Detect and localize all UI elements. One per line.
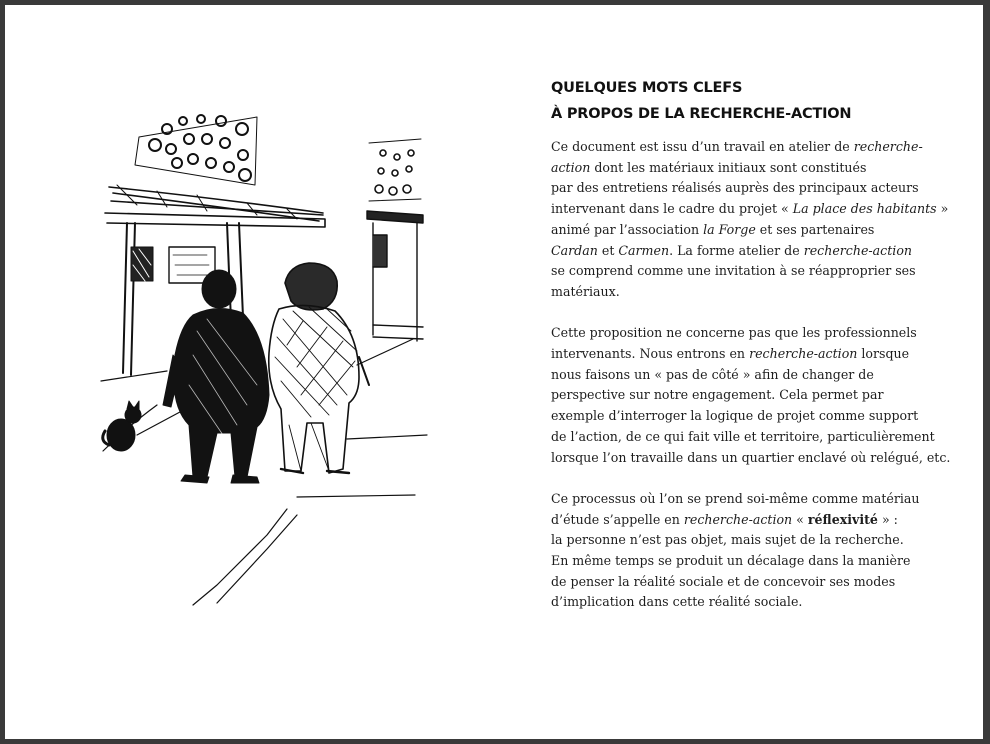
shelter-roof (105, 185, 325, 227)
text-line (551, 427, 941, 448)
text-line (551, 282, 941, 303)
text-line (551, 365, 941, 386)
text-run: d’étude s’appelle en (551, 511, 684, 527)
title-line-1: QUELQUES MOTS CLEFS (551, 80, 743, 96)
text-run: La place des habitants (792, 201, 937, 217)
text-line (551, 323, 941, 344)
paragraph-3 (551, 489, 941, 613)
text-run: Ce document est issu d’un travail en atelier de (551, 139, 854, 154)
text-line (551, 178, 941, 199)
text-run: recherche-action (749, 346, 858, 362)
text-run: perspective sur notre engagement. Cela permet par (551, 387, 884, 403)
text-run: dont les matériaux initiaux sont constitués (590, 159, 867, 175)
body-text (551, 137, 951, 634)
document-page (5, 5, 983, 739)
text-run: réflexivité (807, 511, 878, 527)
text-run: d’implication dans cette réalité sociale. (551, 594, 803, 610)
text-line (551, 344, 941, 365)
text-run: de penser la réalité sociale et de concevoir ses modes (551, 573, 896, 589)
text-run: » : (877, 511, 898, 527)
text-line (551, 137, 941, 158)
text-line (551, 592, 941, 613)
text-run: Cardan (551, 242, 598, 258)
person-left-silhouette (163, 270, 269, 483)
text-run: lorsque (857, 346, 910, 362)
paragraph-2 (551, 323, 951, 468)
text-run: En même temps se produit un décalage dans la manière (551, 553, 911, 569)
text-run: intervenants. Nous entrons en (551, 346, 750, 362)
text-line (551, 199, 949, 220)
street-sketch-illustration (97, 105, 437, 615)
text-run: recherche-action (683, 511, 793, 527)
text-run: matériaux. (551, 283, 620, 299)
text-run: Carmen (618, 242, 670, 258)
text-line (551, 385, 941, 406)
text-line (551, 158, 941, 179)
text-line (551, 530, 941, 551)
text-line (551, 261, 941, 282)
text-run: la Forge (703, 221, 756, 237)
page-title (551, 75, 951, 127)
text-run: et ses partenaires (755, 221, 875, 237)
text-run: par des entretiens réalisés auprès des principaux acteurs (551, 180, 919, 196)
text-line (551, 220, 941, 241)
text-line (551, 551, 941, 572)
text-run: « (792, 511, 808, 527)
paragraph-1 (551, 137, 949, 303)
person-right-sketch (269, 263, 369, 473)
text-run: se comprend comme une invitation à se réapproprier ses (551, 263, 916, 279)
title-line-2: À PROPOS DE LA RECHERCHE-ACTION (551, 106, 852, 122)
dotted-sign (135, 115, 257, 185)
text-run: » (936, 201, 949, 217)
text-run: animé par l’association (551, 221, 704, 237)
text-line (551, 510, 941, 531)
text-line (551, 489, 941, 510)
text-run: intervenant dans le cadre du projet « (551, 201, 793, 217)
text-run: . La forme atelier de (669, 242, 804, 258)
text-run: exemple d’interroger la logique de projet comme support (551, 408, 919, 424)
text-run: lorsque l’on travaille dans un quartier enclavé où relégué, etc. (551, 449, 951, 465)
text-run: action (551, 159, 591, 175)
text-line (551, 241, 941, 262)
text-line (551, 448, 951, 469)
text-run: recherche-action (803, 242, 913, 258)
text-run: nous faisons un « pas de côté » afin de changer de (551, 366, 874, 382)
text-run: Cette proposition ne concerne pas que les professionnels (551, 325, 917, 341)
text-run: Ce processus où l’on se prend soi-même comme matériau (551, 490, 920, 506)
text-run: de l’action, de ce qui fait ville et territoire, particulièrement (551, 428, 935, 444)
cat-silhouette (103, 401, 141, 451)
text-run: et (597, 242, 619, 258)
text-run: recherche- (853, 139, 923, 154)
text-line (551, 572, 941, 593)
text-run: la personne n’est pas objet, mais sujet de la recherche. (551, 532, 904, 548)
text-line (551, 406, 941, 427)
